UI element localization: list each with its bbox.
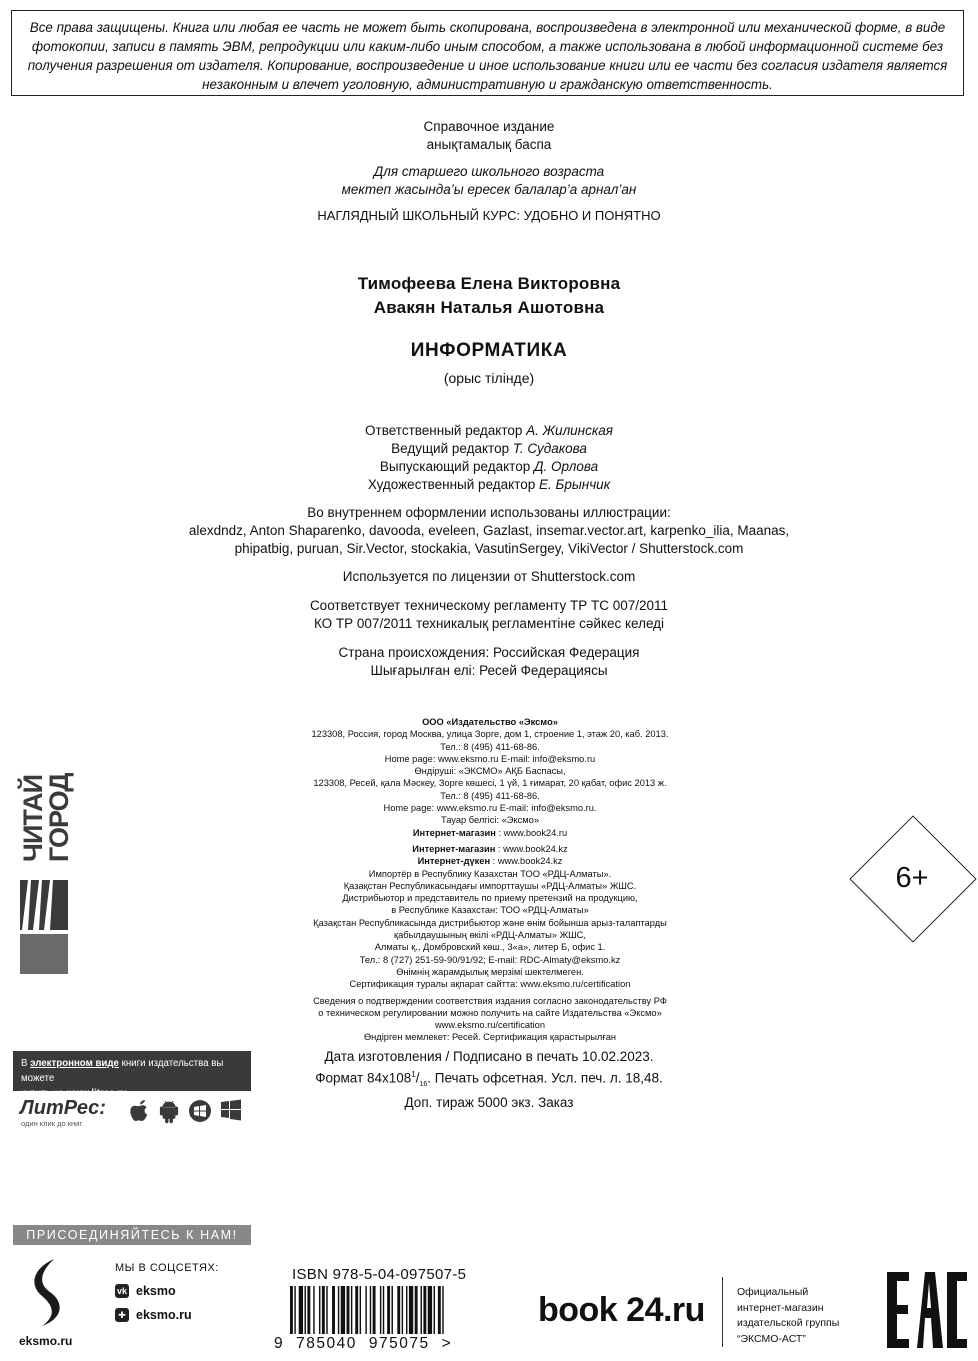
android-icon xyxy=(158,1099,180,1123)
barcode-digits: 9 785040 975075 > xyxy=(274,1335,453,1352)
regulation-note: Соответствует техническому регламенту ТР ТС 007/2011 КО ТР 007/2011 техникалық регламентіне сәйкес келеді xyxy=(309,598,669,631)
barcode-bar xyxy=(326,1286,327,1334)
litres-banner[interactable]: В электронном виде книги издательства вы можете купить на www.litres.ru xyxy=(13,1051,251,1091)
age-rating: 6+ xyxy=(895,862,929,894)
barcode-bar xyxy=(423,1286,426,1334)
barcode-bar xyxy=(355,1286,358,1334)
book24-description: Официальный интернет-магазин издательской группы “ЭКСМО-АСТ” xyxy=(737,1286,840,1345)
barcode-bar xyxy=(434,1286,435,1334)
audience-ru: Для старшего школьного возраста xyxy=(373,164,605,179)
barcode-bar xyxy=(305,1286,306,1334)
barcode-bar xyxy=(294,1286,295,1334)
barcode xyxy=(290,1286,490,1339)
eksmo-site[interactable]: eksmo.ru xyxy=(19,1334,73,1348)
series-name: НАГЛЯДНЫЙ ШКОЛЬНЫЙ КУРС: УДОБНО И ПОНЯТНО xyxy=(317,208,661,223)
eksmo-logo[interactable] xyxy=(22,1256,72,1333)
edition-kz: анықтамалық баспа xyxy=(426,137,552,152)
barcode-bar xyxy=(383,1286,384,1334)
book-title: ИНФОРМАТИКА xyxy=(410,340,568,361)
join-banner: ПРИСОЕДИНЯЙТЕСЬ К НАМ! xyxy=(13,1225,251,1245)
barcode-bar xyxy=(409,1286,413,1334)
barcode-bar xyxy=(351,1286,352,1334)
barcode-bar xyxy=(428,1286,432,1334)
author: Тимофеева Елена Викторовна xyxy=(357,274,621,293)
barcode-bar xyxy=(290,1286,293,1334)
apple-icon xyxy=(128,1099,150,1123)
barcode-bar xyxy=(373,1286,376,1334)
barcode-bar xyxy=(347,1286,350,1334)
print-info: Дата изготовления / Подписано в печать 10.02.2023. Формат $84x108^1/_{16}$. Печать офсетная. Усл. печ. л. 18,48. Доп. тираж 5000 экз. Заказ xyxy=(315,1049,663,1111)
edition-block xyxy=(0,118,978,225)
audience-kz: мектеп жасында’ы ересек балалар’а арнал’ан xyxy=(341,182,637,197)
editor-line: Художественный редактор Е. Брынчик xyxy=(367,477,611,492)
isbn: ISBN 978-5-04-097507-5 xyxy=(292,1266,467,1283)
edition-ru: Справочное издание xyxy=(423,119,555,134)
publisher-name: ООО «Издательство «Эксмо» xyxy=(422,717,558,727)
windows-phone-icon xyxy=(188,1099,212,1123)
social-title: МЫ В СОЦСЕТЯХ: xyxy=(115,1262,219,1274)
barcode-bar xyxy=(319,1286,320,1334)
barcode-bar xyxy=(313,1286,314,1334)
social-eksmo[interactable]: ✚ eksmo.ru xyxy=(115,1308,192,1322)
barcode-bar xyxy=(322,1286,325,1334)
barcode-bar xyxy=(341,1286,345,1334)
barcode-bar xyxy=(370,1286,371,1334)
chitai-gorod-logo xyxy=(18,770,74,974)
plus-icon: ✚ xyxy=(115,1308,129,1322)
gorod-word: ГОРОД xyxy=(44,773,74,862)
language-note: (орыс тілінде) xyxy=(443,370,535,386)
publisher-info: ООО «Издательство «Эксмо» 123308, Россия, город Москва, улица Зорге, дом 1, строение 1, этаж 20, каб. 2013. Тел.: 8 (495) 411-68-86. Home page: www.eksmo.ru E-mail: info@eksmo.ru Өндіруші: «ЭКСМО» АҚБ Баспасы, 123308, Ресей, қала Мәскеу, Зорге көшесі, 1 үй, 1 ғимарат, 20 қабат, офис 2013 ж. Тел.: 8 (495) 411-68-86. Home page: www.eksmo.ru E-mail: info@eksmo.ru. Тауар белгісі: «Эксмо» Интернет-магазин : www.book24.ru Интернет-магазин : www.book24.kz Интернет-дүкен : www.book24.kz Импортёр в Республику Казахстан ТОО «РДЦ-Алматы». Қазақстан Республикасындағы импорттаушы «РДЦ-Алматы» ЖШС. Дистрибьютор и представитель по приему претензий на продукцию, в Республике Казахстан: ТОО «РДЦ-Алматы» Қазақстан Республикасында дистрибьютор және өнім бойынша арыз-талаптарды қабылдаушының өкілі «РДЦ-Алматы» ЖШС, Алматы қ., Домбровский көш., 3«а», литер Б, офис 1. Тел.: 8 (727) 251-59-90/91/92; E-mail: RDC-Almaty@eksmo.kz Өнімнің жарамдылық мерзімі шектелмеген. Сертификация туралы ақпарат сайтта: www.eksmo.ru/certification Сведения о подтверждении соответствия издания согласно законодательству РФ о техническом регулировании можно получить на сайте Издательства «Эксмо» www.eksmo.ru/certification Өндірген мемлекет: Ресей. Сертификация қарастырылған xyxy=(280,716,700,1044)
editors-block xyxy=(0,422,978,494)
litres-tagline: один клик до книг xyxy=(21,1119,83,1128)
vk-icon: vk xyxy=(116,1286,127,1296)
barcode-bar xyxy=(438,1286,441,1334)
barcode-bar xyxy=(299,1286,303,1334)
barcode-bar xyxy=(387,1286,390,1334)
barcode-bar xyxy=(392,1286,393,1334)
barcode-bar xyxy=(332,1286,335,1334)
barcode-bar xyxy=(406,1286,407,1334)
origin-note: Страна происхождения: Российская Федерация Шығарылған елі: Ресей Федерациясы xyxy=(338,645,640,678)
license-note: Используется по лицензии от Shutterstock.com xyxy=(342,569,636,584)
illustrations-credit: Во внутреннем оформлении использованы иллюстрации: alexdndz, Anton Shaparenko, davooda, eveleen, Gazlast, insemar.vector.art, karpenko_ilia, Maanas, phipatbig, puruan, Sir.Vector, stockakia, VasutinSergey, VikiVector / Shutterstock.com xyxy=(188,505,790,556)
book24-logo[interactable]: book 24.ru xyxy=(538,1291,705,1329)
eac-mark xyxy=(885,1270,969,1355)
barcode-bar xyxy=(402,1286,403,1334)
barcode-bar xyxy=(415,1286,418,1334)
barcode-bar xyxy=(360,1286,361,1334)
editor-line: Выпускающий редактор Д. Орлова xyxy=(379,459,599,474)
barcode-bar xyxy=(307,1286,310,1334)
social-vk[interactable]: vk eksmo xyxy=(116,1284,176,1298)
editor-line: Ответственный редактор А. Жилинская xyxy=(365,423,613,438)
chitai-word: ЧИТАЙ xyxy=(18,774,48,862)
editor-line: Ведущий редактор Т. Судакова xyxy=(391,441,587,456)
barcode-bar xyxy=(442,1286,443,1334)
barcode-bar xyxy=(338,1286,339,1334)
barcode-bar xyxy=(380,1286,381,1334)
author: Авакян Наталья Ашотовна xyxy=(373,298,605,317)
windows-icon xyxy=(220,1099,242,1121)
litres-logo[interactable]: ЛитРес: xyxy=(20,1097,106,1119)
barcode-bar xyxy=(421,1286,422,1334)
barcode-bar xyxy=(397,1286,400,1334)
platform-icons xyxy=(128,1099,242,1123)
divider xyxy=(722,1277,723,1347)
barcode-bar xyxy=(365,1286,366,1334)
copyright-notice: Все права защищены. Книга или любая ее часть не может быть скопирована, воспроизведена в электронной или механической форме, в виде фотокопии, записи в память ЭВМ, репродукции или каким-либо иным способом, а также использована в любой информационной системе без получения разрешения от издателя. Копирование, воспроизведение и иное использование книги или ее части без согласия издателя является незаконным и влечет уголовную, административную и гражданскую ответственность. xyxy=(11,10,964,96)
authors xyxy=(0,272,978,320)
